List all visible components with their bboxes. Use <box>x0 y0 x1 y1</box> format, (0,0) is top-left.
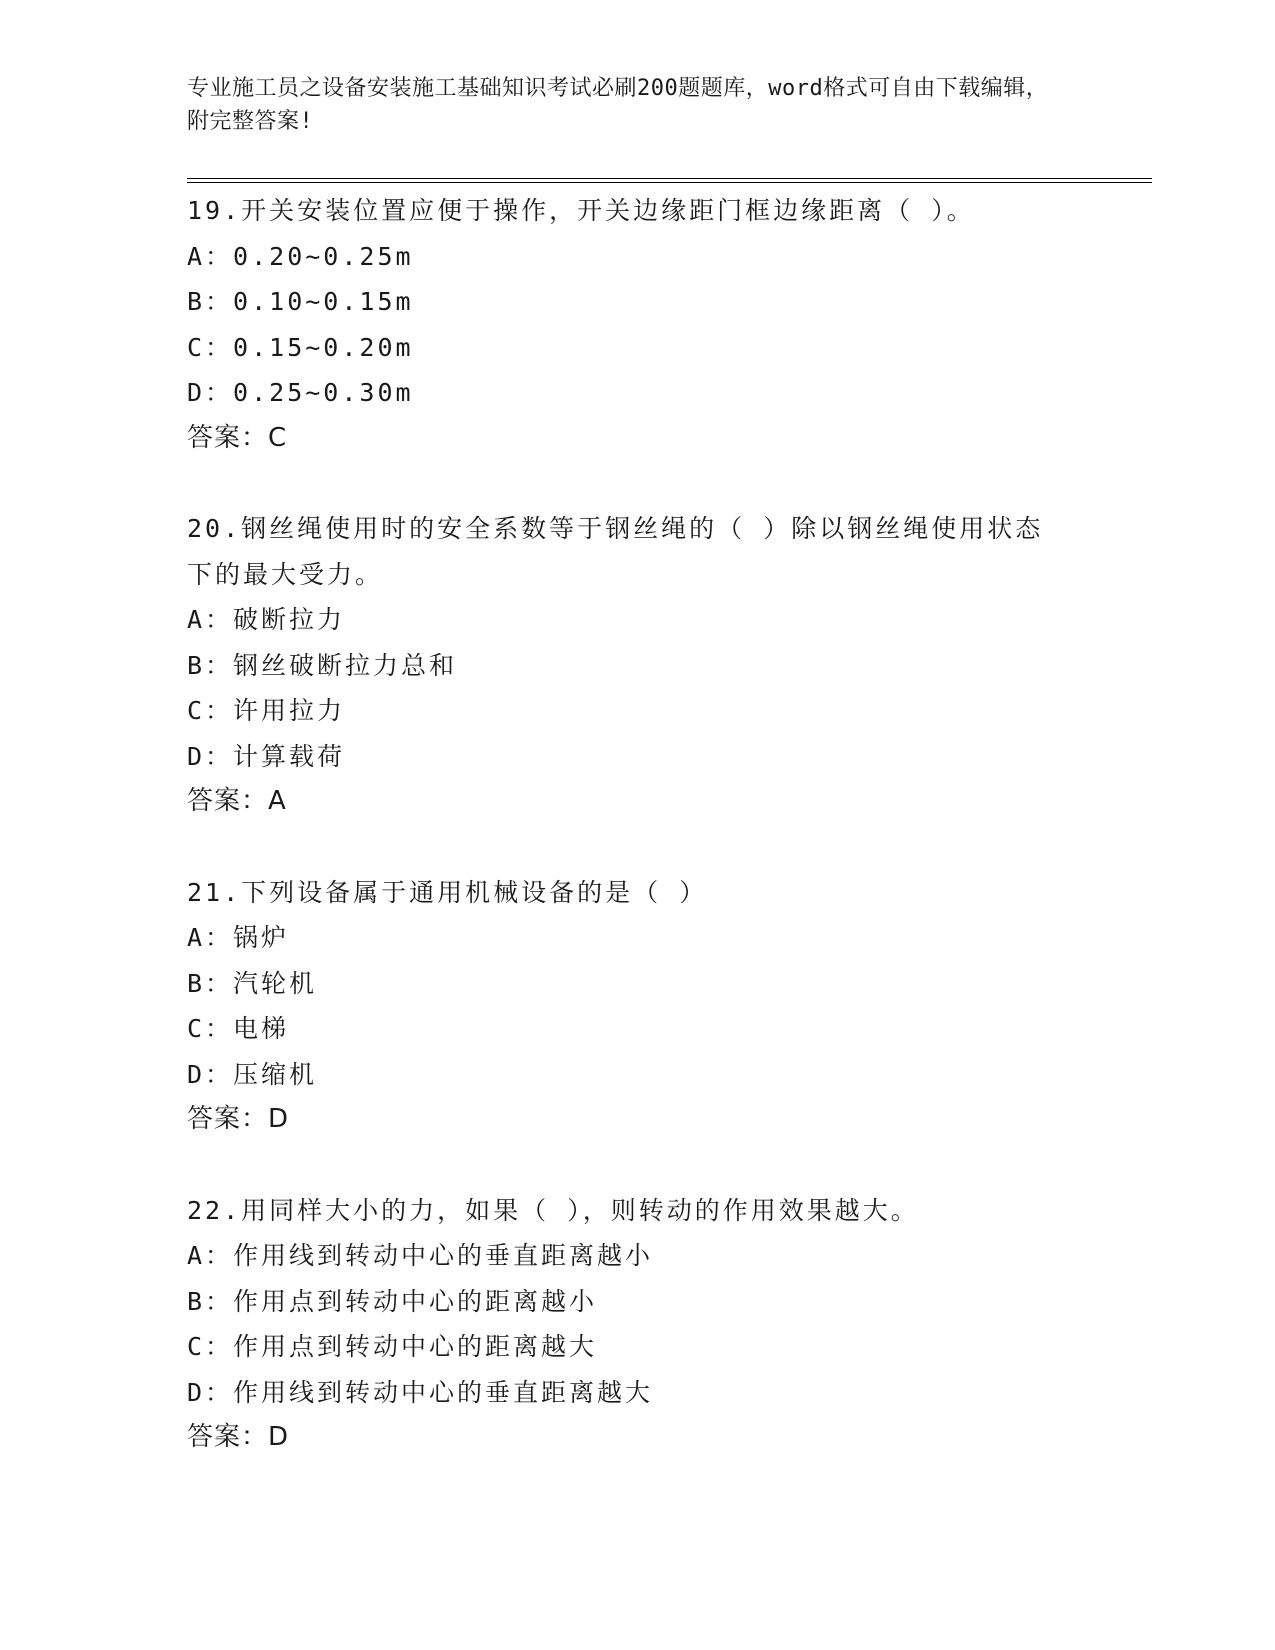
option-b: B：汽轮机 <box>187 968 318 998</box>
option-c: C：许用拉力 <box>187 696 346 725</box>
option-c: C：0.15~0.20m <box>187 332 414 362</box>
option-d: D：压缩机 <box>187 1059 318 1089</box>
option-a: A：锅炉 <box>187 923 290 952</box>
option-b: B：钢丝破断拉力总和 <box>187 650 458 680</box>
option-c: C：作用点到转动中心的距离越大 <box>187 1332 598 1361</box>
option-d: D：作用线到转动中心的垂直距离越大 <box>187 1377 654 1407</box>
question-text: 22.用同样大小的力，如果（ ），则转动的作用效果越大。 <box>187 1195 919 1225</box>
header-divider <box>187 178 1152 183</box>
document-header: 专业施工员之设备安装施工基础知识考试必刷200题题库，word格式可自由下载编辑，附完整答案! <box>187 76 1049 134</box>
answer-line: 答案：A <box>187 786 287 816</box>
option-a: A：作用线到转动中心的垂直距离越小 <box>187 1241 654 1270</box>
question-text: 19.开关安装位置应便于操作，开关边缘距门框边缘距离（ ）。 <box>187 196 975 225</box>
question-text: 20.钢丝绳使用时的安全系数等于钢丝绳的（ ）除以钢丝绳使用状态下的最大受力。 <box>187 514 1044 589</box>
question-20 <box>187 506 1152 825</box>
option-c: C：电梯 <box>187 1014 290 1043</box>
option-b: B：作用点到转动中心的距离越小 <box>187 1286 598 1316</box>
answer-line: 答案：D <box>187 1104 290 1134</box>
option-a: A：破断拉力 <box>187 605 346 634</box>
question-list <box>187 188 1152 1506</box>
question-22 <box>187 1188 1152 1461</box>
option-d: D：计算载荷 <box>187 741 346 771</box>
question-19 <box>187 188 1152 461</box>
question-21 <box>187 870 1152 1143</box>
answer-line: 答案：D <box>187 1422 290 1452</box>
option-d: D：0.25~0.30m <box>187 378 414 407</box>
option-a: A：0.20~0.25m <box>187 241 414 271</box>
answer-line: 答案：C <box>187 422 288 453</box>
question-text: 21.下列设备属于通用机械设备的是（ ） <box>187 877 708 907</box>
option-b: B：0.10~0.15m <box>187 287 414 316</box>
